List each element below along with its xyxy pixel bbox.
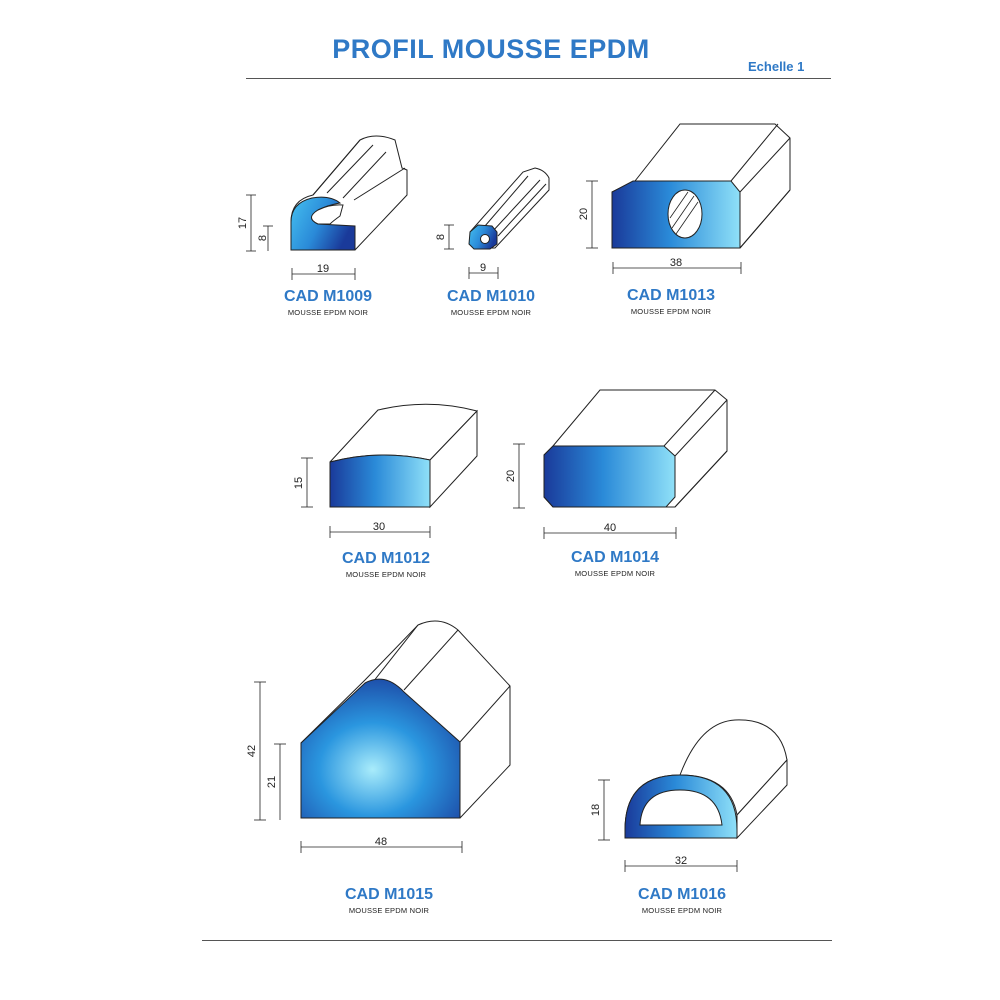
- profile-m1016-drawing: [625, 720, 787, 838]
- dim-m1009-height: 17: [237, 216, 249, 230]
- profile-m1015-drawing: [301, 621, 510, 818]
- dim-m1013-width: 38: [669, 257, 683, 269]
- dim-m1010-width: 9: [479, 262, 487, 274]
- page-title: PROFIL MOUSSE EPDM: [332, 34, 650, 64]
- product-code: CAD M1016: [637, 886, 727, 903]
- dim-m1013-height: 20: [578, 207, 590, 221]
- dim-m1009-width: 19: [316, 263, 330, 275]
- material-label: MOUSSE EPDM NOIR: [345, 570, 427, 579]
- dim-m1015-height: 42: [246, 744, 258, 758]
- product-code: CAD M1009: [283, 288, 373, 305]
- dim-m1014-height: 20: [505, 469, 517, 483]
- dim-m1016-height: 18: [590, 803, 602, 817]
- profile-m1014-drawing: [544, 390, 727, 507]
- dim-m1012-width: 30: [372, 521, 386, 533]
- footer-rule: [202, 940, 832, 941]
- caption-m1015: [279, 886, 499, 915]
- product-code: CAD M1013: [626, 287, 716, 304]
- material-label: MOUSSE EPDM NOIR: [574, 569, 656, 578]
- caption-m1012: [276, 550, 496, 579]
- material-label: MOUSSE EPDM NOIR: [630, 307, 712, 316]
- dim-m1015-inner: 21: [266, 775, 278, 789]
- material-label: MOUSSE EPDM NOIR: [641, 906, 723, 915]
- profile-m1009-drawing: [291, 136, 407, 250]
- dim-m1014-width: 40: [603, 522, 617, 534]
- material-label: MOUSSE EPDM NOIR: [450, 308, 532, 317]
- dim-m1009-inner: 8: [257, 234, 269, 242]
- profile-m1010-drawing: [469, 168, 549, 249]
- product-code: CAD M1015: [344, 886, 434, 903]
- product-code: CAD M1012: [341, 550, 431, 567]
- scale-label: Echelle 1: [748, 59, 805, 74]
- dim-m1010-height: 8: [435, 233, 447, 241]
- profile-m1012-drawing: [330, 404, 477, 507]
- profile-m1013-drawing: [612, 124, 790, 248]
- product-code: CAD M1014: [570, 549, 660, 566]
- caption-m1014: [505, 549, 725, 578]
- material-label: MOUSSE EPDM NOIR: [287, 308, 369, 317]
- dim-m1012-height: 15: [293, 476, 305, 490]
- dim-m1016-width: 32: [674, 855, 688, 867]
- dim-m1015-width: 48: [374, 836, 388, 848]
- caption-m1016: [572, 886, 792, 915]
- caption-m1013: [561, 287, 781, 316]
- material-label: MOUSSE EPDM NOIR: [348, 906, 430, 915]
- product-code: CAD M1010: [446, 288, 536, 305]
